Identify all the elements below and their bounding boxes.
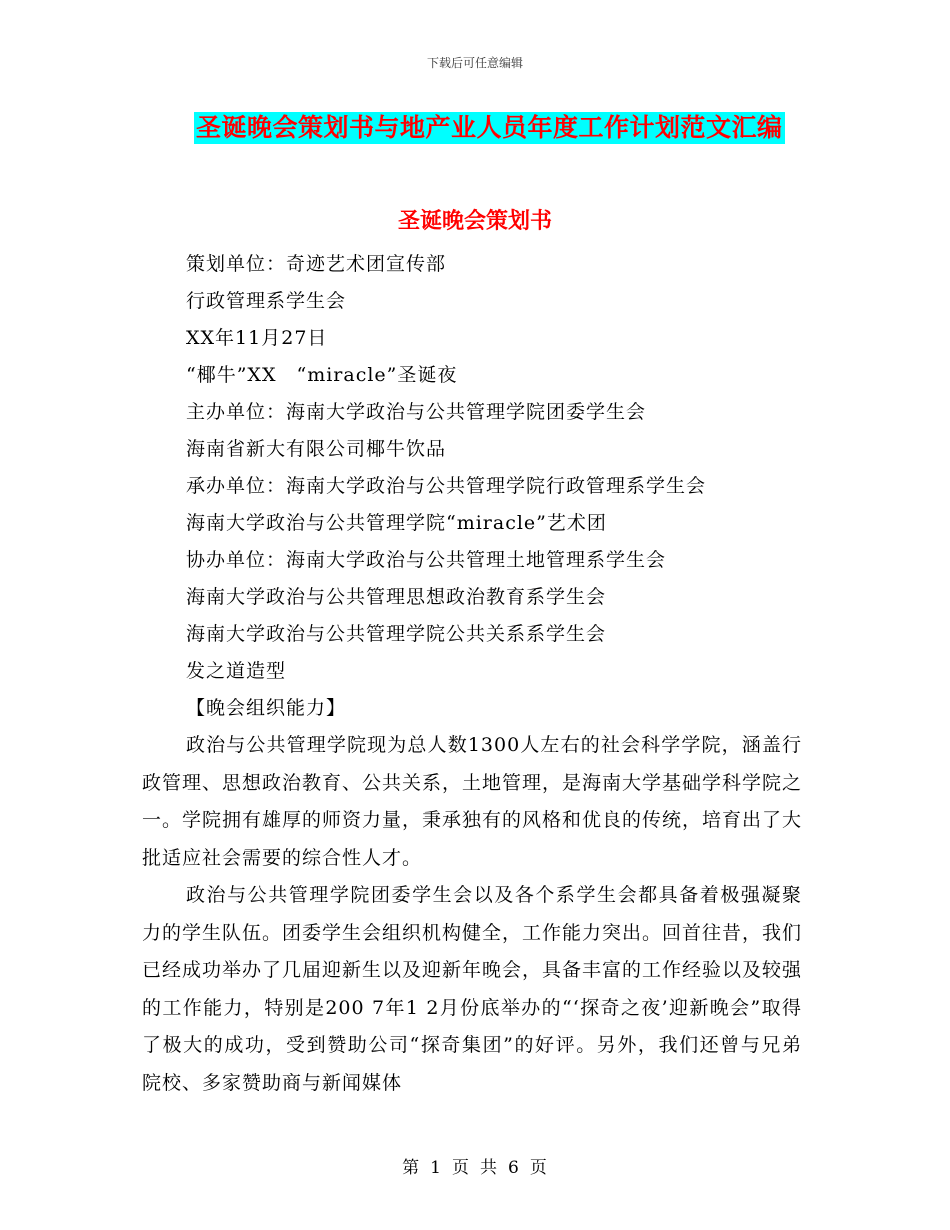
footer-suffix: 页 [529,1158,548,1178]
footer-mid1: 页 [452,1158,470,1178]
paragraph: 政治与公共管理学院现为总人数1300人左右的社会科学学院，涵盖行政管理、思想政治教育、公共关系，土地管理，是海南大学基础学科学院之一。学院拥有雄厚的师资力量，秉承独有的风格和优良的传统，培育出了大批适应社会需要的综合性人才。 [142,734,803,869]
event-name-line: “椰牛”XX “miracle”圣诞夜 [186,364,458,386]
footer-prefix: 第 [402,1158,421,1178]
page-footer [0,1153,950,1178]
plan-unit-line-2: 行政管理系学生会 [186,290,347,312]
document-body [142,246,802,1102]
footer-mid2: 共 [480,1158,498,1178]
co-organizer-line: 协办单位：海南大学政治与公共管理土地管理系学生会 [186,549,667,571]
co-organizer-line-2: 海南大学政治与公共管理思想政治教育系学生会 [186,586,607,608]
date-line: XX年11月27日 [186,327,328,349]
page-current: 1 [430,1158,442,1178]
header-note: 下载后可任意编辑 [426,56,523,70]
paragraph: 政治与公共管理学院团委学生会以及各个系学生会都具备着极强凝聚力的学生队伍。团委学生会组织机构健全，工作能力突出。回首往昔，我们已经成功举办了几届迎新生以及迎新年晚会，具备丰富的工作经验以及较强的工作能力，特别是200 7年1 2月份底举办的“‘探奇之夜’迎新晚会”取得了极大的成功，受到赞助公司“探奇集团”的好评。另外，我们还曾与兄弟院校、多家赞助商与新闻媒体 [142,884,803,1094]
co-organizer-line-4: 发之道造型 [186,660,287,682]
host-unit-line: 主办单位：海南大学政治与公共管理学院团委学生会 [186,401,647,423]
co-organizer-line-3: 海南大学政治与公共管理学院公共关系系学生会 [186,623,607,645]
organizer-line-2: 海南大学政治与公共管理学院“miracle”艺术团 [186,512,607,534]
main-title: 圣诞晚会策划书与地产业人员年度工作计划范文汇编 [196,113,783,142]
sub-title: 圣诞晚会策划书 [397,208,552,234]
plan-unit-line: 策划单位：奇迹艺术团宣传部 [186,253,447,275]
section-heading: 【晚会组织能力】 [186,697,347,719]
host-unit-line-2: 海南省新大有限公司椰牛饮品 [186,438,447,460]
organizer-line: 承办单位：海南大学政治与公共管理学院行政管理系学生会 [186,475,707,497]
page-total: 6 [508,1158,520,1178]
